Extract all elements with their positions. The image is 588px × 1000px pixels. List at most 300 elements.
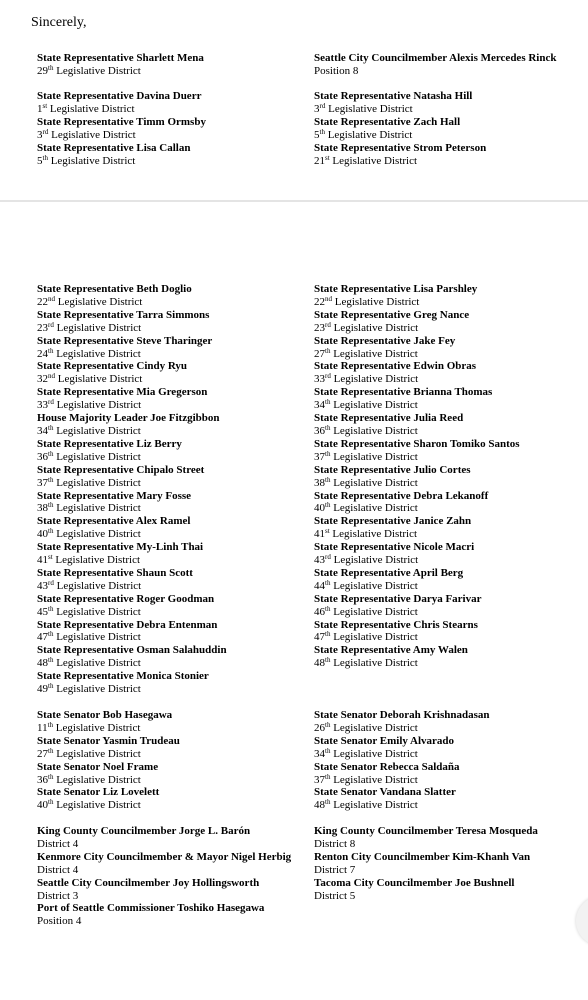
district-label: Legislative District	[48, 128, 136, 141]
district-number: 22	[314, 295, 325, 308]
signatory-entry	[314, 735, 588, 761]
signatory-name: State Representative Greg Nance	[314, 308, 470, 321]
signatory-name: Kenmore City Councilmember & Mayor Nigel Herbig	[37, 850, 292, 863]
district-number: 43	[37, 579, 48, 592]
signatory-name: State Senator Vandana Slatter	[314, 786, 456, 799]
signatory-entry	[314, 851, 588, 877]
signatory-district	[314, 103, 588, 116]
ordinal-suffix: th	[325, 604, 331, 613]
district-label: Legislative District	[53, 399, 142, 412]
signatory-name: Renton City Councilmember Kim-Khanh Van	[314, 850, 531, 863]
signature-group	[314, 283, 588, 670]
signatory-district	[314, 477, 588, 490]
ordinal-suffix: th	[325, 501, 331, 510]
signatory-district	[37, 838, 322, 851]
signatory-district	[37, 554, 322, 567]
signatory-district	[314, 748, 588, 761]
signatory-entry	[314, 90, 588, 116]
signatory-name: State Senator Yasmin Trudeau	[37, 734, 180, 747]
signatory-name: King County Councilmember Jorge L. Barón	[37, 825, 251, 837]
signatory-entry	[37, 619, 322, 645]
signatory-entry	[314, 309, 588, 335]
district-number: District 3	[37, 889, 79, 902]
signatory-entry	[37, 412, 322, 438]
signatory-entry	[37, 283, 322, 309]
signatory-district	[37, 322, 322, 335]
district-number: 3	[314, 102, 320, 115]
signatory-district	[314, 838, 588, 851]
district-number: 26	[314, 721, 325, 734]
signature-group	[37, 283, 322, 696]
signatory-district	[37, 129, 322, 142]
signatory-entry	[314, 490, 588, 516]
signatory-name: State Representative Lisa Callan	[37, 141, 191, 154]
ordinal-suffix: rd	[325, 372, 331, 381]
signatory-entry	[314, 761, 588, 787]
signatory-name: State Representative Chris Stearns	[314, 618, 478, 631]
district-label: Legislative District	[329, 154, 418, 167]
signatory-entry	[37, 52, 322, 78]
signatory-district	[37, 65, 322, 78]
signatory-entry	[314, 360, 588, 386]
signatory-entry	[314, 464, 588, 490]
district-label: Legislative District	[330, 605, 418, 618]
ordinal-suffix: th	[325, 630, 331, 639]
signatory-entry	[314, 335, 588, 361]
district-label: Legislative District	[53, 476, 141, 489]
signatory-entry	[37, 761, 322, 787]
signatory-district	[314, 502, 588, 515]
signature-group	[314, 709, 588, 812]
ordinal-suffix: th	[325, 578, 331, 587]
signatory-name: State Representative Chipalo Street	[37, 463, 205, 476]
signatory-district	[314, 580, 588, 593]
district-number: District 4	[37, 837, 79, 850]
district-number: 36	[314, 424, 325, 437]
ordinal-suffix: th	[325, 449, 331, 458]
signatory-name: State Representative Davina Duerr	[37, 90, 202, 102]
district-number: 1	[37, 102, 43, 115]
signatory-entry	[37, 902, 322, 928]
scroll-button[interactable]	[576, 896, 588, 946]
signatory-entry	[314, 541, 588, 567]
signatory-entry	[37, 825, 322, 851]
signatory-entry	[37, 335, 322, 361]
signatory-name: State Representative Jake Fey	[314, 334, 456, 347]
district-label: Legislative District	[330, 321, 419, 334]
signatory-district	[314, 348, 588, 361]
signatory-entry	[314, 644, 588, 670]
signature-group	[314, 90, 588, 167]
signatory-name: State Senator Deborah Krishnadasan	[314, 709, 490, 721]
ordinal-suffix: th	[47, 720, 54, 729]
ordinal-suffix: th	[48, 423, 54, 432]
signatory-district	[37, 103, 322, 116]
district-number: 34	[314, 747, 325, 760]
ordinal-suffix: th	[325, 772, 331, 781]
district-label: Legislative District	[53, 424, 141, 437]
ordinal-suffix: th	[48, 682, 54, 691]
signatory-district	[37, 722, 322, 735]
signatory-name: House Majority Leader Joe Fitzgibbon	[37, 412, 220, 425]
signatory-entry	[37, 877, 322, 903]
district-label: Legislative District	[330, 347, 418, 360]
signatory-entry	[37, 670, 322, 696]
ordinal-suffix: th	[48, 772, 54, 781]
ordinal-suffix: rd	[319, 101, 326, 110]
signatory-district	[37, 864, 322, 877]
signatory-district	[37, 748, 322, 761]
signatory-district	[37, 155, 322, 168]
signatory-district	[314, 425, 588, 438]
district-number: 45	[37, 605, 48, 618]
signatory-name: State Representative Sharlett Mena	[37, 52, 204, 64]
district-label: Legislative District	[53, 747, 141, 760]
district-label: Legislative District	[330, 721, 418, 734]
district-number: 27	[314, 347, 325, 360]
signatory-entry	[37, 593, 322, 619]
signatory-district	[37, 580, 322, 593]
signatory-district	[37, 606, 322, 619]
ordinal-suffix: nd	[48, 294, 55, 303]
ordinal-suffix: th	[48, 656, 54, 665]
signatory-entry	[314, 825, 588, 851]
ordinal-suffix: th	[48, 475, 54, 484]
signatory-name: State Representative My-Linh Thai	[37, 541, 204, 554]
signatory-name: State Representative Amy Walen	[314, 644, 468, 657]
signatory-name: Port of Seattle Commissioner Toshiko Hasegawa	[37, 902, 265, 915]
signatory-name: State Senator Emily Alvarado	[314, 734, 455, 747]
signatory-name: State Senator Bob Hasegawa	[37, 709, 173, 721]
signatory-name: State Representative Debra Entenman	[37, 618, 218, 631]
ordinal-suffix: th	[48, 449, 54, 458]
signatory-name: State Representative Roger Goodman	[37, 592, 215, 605]
signatory-name: State Representative Edwin Obras	[314, 360, 477, 373]
ordinal-suffix: rd	[48, 398, 54, 407]
district-number: 34	[37, 424, 48, 437]
district-label: Legislative District	[52, 554, 141, 567]
district-number: 21	[314, 154, 325, 167]
ordinal-suffix: rd	[325, 553, 331, 562]
district-number: 41	[314, 528, 325, 541]
signatory-district	[314, 296, 588, 309]
district-label: Legislative District	[325, 102, 413, 115]
district-label: Legislative District	[53, 64, 141, 77]
district-number: 37	[37, 476, 48, 489]
ordinal-suffix: th	[48, 746, 54, 755]
signatory-name: State Senator Rebecca Saldaña	[314, 760, 460, 773]
district-label: Legislative District	[330, 657, 418, 670]
signatory-name: State Representative Julio Cortes	[314, 463, 471, 476]
signatory-entry	[314, 386, 588, 412]
district-label: Legislative District	[53, 347, 141, 360]
district-label: Legislative District	[330, 799, 418, 812]
signatory-district	[314, 799, 588, 812]
district-number: 47	[37, 631, 48, 644]
district-number: 38	[37, 502, 48, 515]
ordinal-suffix: th	[325, 346, 331, 355]
ordinal-suffix: th	[42, 153, 48, 162]
signatory-entry	[314, 438, 588, 464]
district-number: 41	[37, 554, 48, 567]
district-label: Legislative District	[330, 502, 418, 515]
signatory-district	[37, 296, 322, 309]
ordinal-suffix: th	[319, 127, 325, 136]
signatory-name: State Representative April Berg	[314, 566, 464, 579]
ordinal-suffix: rd	[42, 127, 49, 136]
page-break-divider	[0, 200, 588, 202]
district-label: Legislative District	[330, 554, 419, 567]
signatory-district	[314, 774, 588, 787]
signatory-entry	[37, 735, 322, 761]
district-number: 22	[37, 295, 48, 308]
ordinal-suffix: th	[325, 720, 331, 729]
district-label: Legislative District	[329, 528, 418, 541]
district-label: Legislative District	[53, 657, 141, 670]
signatory-district	[314, 399, 588, 412]
signatory-entry	[37, 541, 322, 567]
signatory-district	[314, 864, 588, 877]
signatory-district	[314, 322, 588, 335]
district-number: 5	[314, 128, 320, 141]
district-number: 27	[37, 747, 48, 760]
ordinal-suffix: th	[48, 527, 54, 536]
district-number: 23	[314, 321, 325, 334]
signatory-district	[37, 451, 322, 464]
ordinal-suffix: th	[48, 63, 54, 72]
district-number: 47	[314, 631, 325, 644]
signatory-district	[37, 528, 322, 541]
signatory-name: State Representative Natasha Hill	[314, 90, 473, 102]
signatory-name: State Representative Cindy Ryu	[37, 360, 188, 373]
district-number: 3	[37, 128, 43, 141]
signatory-name: State Representative Osman Salahuddin	[37, 644, 227, 657]
signatory-name: State Representative Mary Fosse	[37, 489, 192, 502]
signatory-entry	[37, 786, 322, 812]
signatory-name: State Representative Tarra Simmons	[37, 308, 210, 321]
signatory-district	[314, 528, 588, 541]
signatory-district	[37, 631, 322, 644]
signatory-district	[37, 399, 322, 412]
signatory-name: State Representative Sharon Tomiko Santos	[314, 437, 520, 450]
district-number: 11	[37, 721, 48, 734]
district-number: 46	[314, 605, 325, 618]
district-number: 43	[314, 554, 325, 567]
district-number: 48	[314, 657, 325, 670]
signatory-district	[37, 425, 322, 438]
signatory-name: State Representative Julia Reed	[314, 412, 464, 425]
district-number: 34	[314, 399, 325, 412]
signatory-entry	[37, 90, 322, 116]
signatory-name: State Senator Liz Lovelett	[37, 786, 160, 799]
signatory-entry	[37, 851, 322, 877]
ordinal-suffix: th	[48, 604, 54, 613]
signatory-district	[314, 631, 588, 644]
district-number: District 4	[37, 863, 79, 876]
ordinal-suffix: st	[325, 153, 330, 162]
district-label: Legislative District	[330, 773, 418, 786]
district-label: Legislative District	[53, 321, 142, 334]
signatory-name: State Representative Liz Berry	[37, 437, 182, 450]
district-number: 33	[37, 399, 48, 412]
district-number: Position 4	[37, 915, 82, 928]
signatory-name: State Representative Brianna Thomas	[314, 386, 493, 399]
signatory-name: Tacoma City Councilmember Joe Bushnell	[314, 876, 515, 889]
district-label: Legislative District	[330, 579, 418, 592]
signatory-district	[37, 799, 322, 812]
ordinal-suffix: nd	[48, 372, 55, 381]
ordinal-suffix: th	[325, 398, 331, 407]
signatory-entry	[37, 386, 322, 412]
district-label: Legislative District	[330, 476, 418, 489]
district-label: Legislative District	[324, 128, 413, 141]
district-number: 48	[37, 657, 48, 670]
signatory-name: Seattle City Councilmember Joy Hollingsworth	[37, 876, 260, 889]
signature-group	[314, 825, 588, 902]
district-number: 33	[314, 373, 325, 386]
signatory-entry	[37, 142, 322, 168]
district-label: Legislative District	[330, 747, 418, 760]
district-number: District 7	[314, 863, 356, 876]
signatory-entry	[37, 116, 322, 142]
signatory-entry	[314, 52, 588, 78]
signatory-entry	[37, 644, 322, 670]
signatory-district	[314, 890, 588, 903]
signatory-name: State Representative Alex Ramel	[37, 515, 191, 528]
signatory-district	[314, 129, 588, 142]
signatory-district	[314, 155, 588, 168]
ordinal-suffix: nd	[325, 294, 332, 303]
district-number: 38	[314, 476, 325, 489]
signature-group	[37, 52, 322, 78]
district-number: District 5	[314, 889, 356, 902]
district-label: Legislative District	[55, 373, 143, 386]
signatory-district	[37, 683, 322, 696]
district-number: 40	[37, 528, 48, 541]
signatory-name: State Representative Lisa Parshley	[314, 283, 478, 295]
ordinal-suffix: th	[48, 798, 54, 807]
district-number: 40	[314, 502, 325, 515]
signatory-district	[314, 657, 588, 670]
signatory-name: State Representative Beth Doglio	[37, 283, 192, 295]
signatory-name: State Representative Janice Zahn	[314, 515, 472, 528]
district-label: Legislative District	[55, 295, 143, 308]
district-label: Legislative District	[53, 579, 142, 592]
district-label: Legislative District	[332, 295, 420, 308]
signatory-district	[37, 657, 322, 670]
signatory-entry	[314, 515, 588, 541]
ordinal-suffix: th	[325, 746, 331, 755]
district-number: 5	[37, 154, 43, 167]
district-label: Legislative District	[53, 528, 141, 541]
signatory-entry	[314, 283, 588, 309]
signatory-entry	[314, 709, 588, 735]
district-number: 48	[314, 799, 325, 812]
signatory-name: State Representative Monica Stonier	[37, 670, 209, 683]
signature-group	[37, 709, 322, 812]
signatory-name: State Representative Shaun Scott	[37, 566, 193, 579]
district-label: Legislative District	[53, 450, 141, 463]
signatory-district	[314, 65, 588, 78]
signature-group	[37, 90, 322, 167]
ordinal-suffix: th	[325, 475, 331, 484]
district-number: 40	[37, 799, 48, 812]
signatory-name: State Representative Zach Hall	[314, 115, 461, 128]
district-number: 32	[37, 373, 48, 386]
district-number: 29	[37, 64, 48, 77]
signatory-entry	[37, 515, 322, 541]
signatory-entry	[314, 786, 588, 812]
district-number: 44	[314, 579, 325, 592]
district-number: 49	[37, 683, 48, 696]
signatory-name: State Senator Noel Frame	[37, 760, 159, 773]
signatory-name: State Representative Debra Lekanoff	[314, 489, 489, 502]
signatory-district	[314, 554, 588, 567]
district-label: Legislative District	[53, 773, 141, 786]
district-label: Legislative District	[53, 502, 141, 515]
signatory-entry	[314, 142, 588, 168]
signatory-district	[37, 890, 322, 903]
signatory-entry	[37, 567, 322, 593]
ordinal-suffix: th	[48, 501, 54, 510]
signatory-district	[37, 477, 322, 490]
district-number: 23	[37, 321, 48, 334]
signatory-entry	[314, 116, 588, 142]
district-number: 37	[314, 450, 325, 463]
signatory-name: State Representative Timm Ormsby	[37, 115, 206, 128]
closing-salutation: Sincerely,	[31, 15, 87, 30]
signatory-entry	[37, 464, 322, 490]
signatory-district	[314, 722, 588, 735]
ordinal-suffix: th	[325, 423, 331, 432]
signatory-district	[37, 502, 322, 515]
district-label: Legislative District	[330, 631, 418, 644]
signatory-entry	[37, 360, 322, 386]
ordinal-suffix: st	[325, 527, 330, 536]
signatory-name: State Representative Darya Farivar	[314, 592, 482, 605]
district-number: 24	[37, 347, 48, 360]
district-number: Position 8	[314, 64, 359, 77]
ordinal-suffix: th	[325, 798, 331, 807]
ordinal-suffix: st	[48, 553, 53, 562]
signatory-district	[37, 774, 322, 787]
district-number: 36	[37, 450, 48, 463]
signatory-entry	[37, 309, 322, 335]
district-label: Legislative District	[330, 399, 418, 412]
signatory-name: State Representative Nicole Macri	[314, 541, 475, 554]
ordinal-suffix: rd	[325, 320, 331, 329]
signatory-name: State Representative Mia Gregerson	[37, 386, 208, 399]
signature-group	[37, 825, 322, 928]
district-label: Legislative District	[47, 154, 136, 167]
district-number: 37	[314, 773, 325, 786]
district-label: Legislative District	[53, 605, 141, 618]
signatory-district	[314, 451, 588, 464]
district-label: Legislative District	[53, 799, 141, 812]
ordinal-suffix: st	[42, 101, 48, 110]
signatory-entry	[37, 438, 322, 464]
district-label: Legislative District	[53, 683, 141, 696]
signatory-entry	[314, 567, 588, 593]
signatory-district	[37, 373, 322, 386]
signatory-entry	[314, 619, 588, 645]
ordinal-suffix: th	[48, 346, 54, 355]
signatory-name: State Representative Strom Peterson	[314, 141, 487, 154]
district-label: Legislative District	[53, 721, 141, 734]
signatory-entry	[37, 490, 322, 516]
ordinal-suffix: rd	[48, 320, 54, 329]
district-label: Legislative District	[330, 424, 418, 437]
